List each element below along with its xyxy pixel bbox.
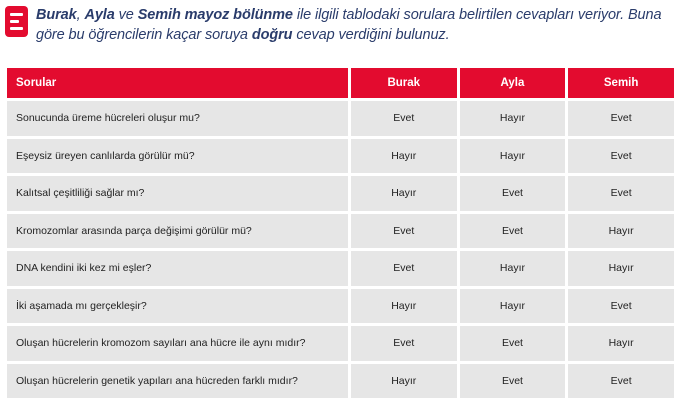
answer-burak: Hayır	[351, 139, 457, 174]
name-ayla: Ayla	[84, 7, 115, 23]
header-semih: Semih	[568, 68, 674, 98]
name-burak: Burak	[36, 7, 77, 23]
answer-burak: Hayır	[351, 364, 457, 399]
question-cell: Sonucunda üreme hücreleri oluşur mu?	[7, 101, 348, 136]
answer-ayla: Hayır	[460, 289, 566, 324]
answer-semih: Hayır	[568, 214, 674, 249]
answer-ayla: Hayır	[460, 101, 566, 136]
question-header	[0, 0, 681, 50]
answer-semih: Hayır	[568, 326, 674, 361]
table-row	[7, 214, 674, 249]
table-row	[7, 364, 674, 399]
answer-ayla: Evet	[460, 176, 566, 211]
header-burak: Burak	[351, 68, 457, 98]
answer-semih: Evet	[568, 101, 674, 136]
answer-ayla: Hayır	[460, 139, 566, 174]
question-text	[36, 5, 676, 45]
header-questions: Sorular	[7, 68, 348, 98]
question-cell: DNA kendini iki kez mi eşler?	[7, 251, 348, 286]
name-semih-topic: Semih mayoz bölünme	[137, 7, 293, 23]
table-row	[7, 326, 674, 361]
answer-ayla: Evet	[460, 326, 566, 361]
emphasis-word: doğru	[251, 27, 293, 43]
question-cell: Oluşan hücrelerin genetik yapıları ana hücreden farklı mıdır?	[7, 364, 348, 399]
question-cell: Kromozomlar arasında parça değişimi görülür mü?	[7, 214, 348, 249]
document-lines-icon	[5, 6, 28, 37]
answer-semih: Evet	[568, 139, 674, 174]
answer-burak: Evet	[351, 251, 457, 286]
answer-semih: Evet	[568, 176, 674, 211]
table-header-row	[7, 68, 674, 98]
table-row	[7, 101, 674, 136]
separator-2: ve	[114, 7, 138, 23]
table-row	[7, 251, 674, 286]
question-cell: Kalıtsal çeşitliliği sağlar mı?	[7, 176, 348, 211]
answer-ayla: Evet	[460, 214, 566, 249]
table-row	[7, 289, 674, 324]
separator-1: ,	[76, 7, 85, 23]
answer-burak: Evet	[351, 326, 457, 361]
question-cell: İki aşamada mı gerçekleşir?	[7, 289, 348, 324]
header-ayla: Ayla	[460, 68, 566, 98]
table-row	[7, 139, 674, 174]
answer-ayla: Hayır	[460, 251, 566, 286]
answers-table	[4, 65, 677, 401]
question-cell: Eşeysiz üreyen canlılarda görülür mü?	[7, 139, 348, 174]
question-text-part-1: ile ilgili tablodaki sorulara belirtilen cevapları veriyor. Buna göre bu öğrencilerin kaçar soruya	[36, 7, 662, 43]
table-row	[7, 176, 674, 211]
answer-semih: Evet	[568, 289, 674, 324]
question-cell: Oluşan hücrelerin kromozom sayıları ana hücre ile aynı mıdır?	[7, 326, 348, 361]
answer-burak: Hayır	[351, 176, 457, 211]
answer-burak: Hayır	[351, 289, 457, 324]
answer-burak: Evet	[351, 101, 457, 136]
answer-burak: Evet	[351, 214, 457, 249]
answer-semih: Evet	[568, 364, 674, 399]
answer-ayla: Evet	[460, 364, 566, 399]
answer-semih: Hayır	[568, 251, 674, 286]
question-text-part-2: cevap verdiğini bulunuz.	[292, 27, 450, 43]
